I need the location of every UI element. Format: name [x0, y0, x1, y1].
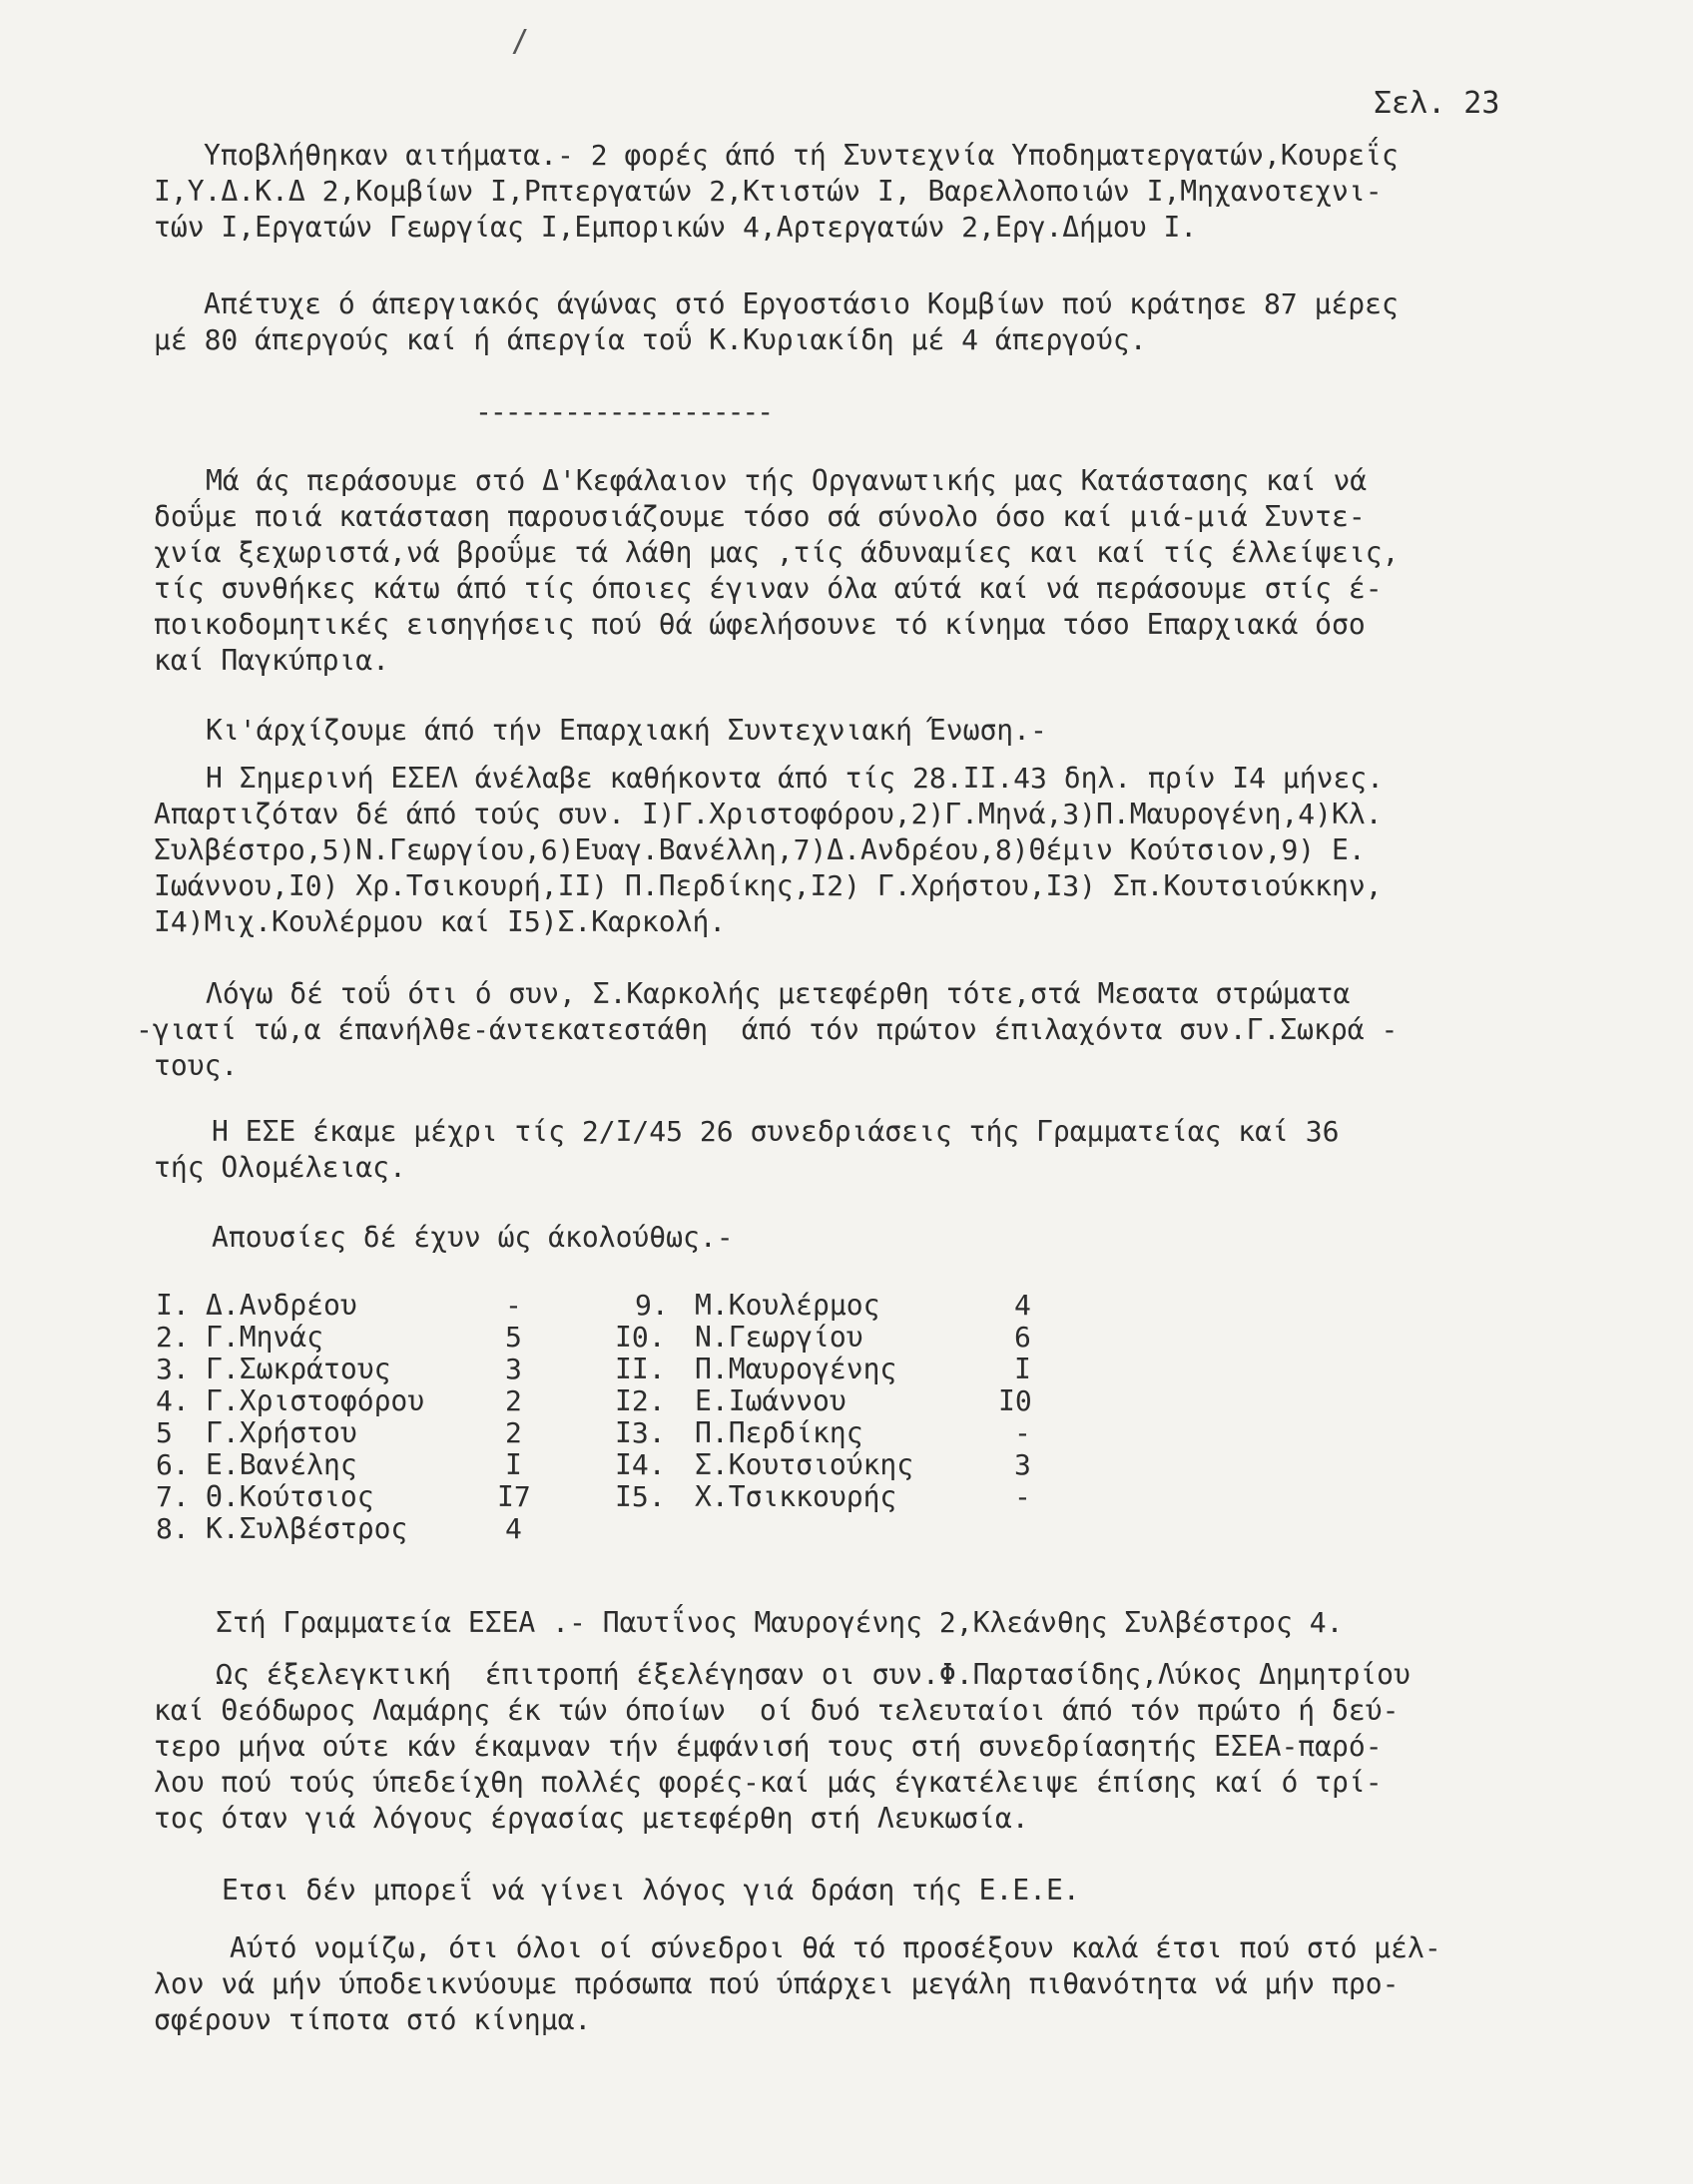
text-line: Απαρτιζόταν δέ άπό τούς συν. Ι)Γ.Χριστοφόρου,2)Γ.Μηνά,3)Π.Μαυρογένη,4)Κλ.: [154, 798, 1383, 830]
text-line: χνία ξεχωριστά,νά βροΰμε τά λάθη μας ,τίς άδυναμίες και καί τίς έλλείψεις,: [154, 536, 1400, 569]
page-number: Σελ. 23: [1374, 86, 1500, 121]
text-line: Η ΕΣΕ έκαμε μέχρι τίς 2/Ι/45 26 συνεδριάσεις τής Γραμματείας καί 36: [212, 1115, 1340, 1148]
text-line: Απέτυχε ό άπεργιακός άγώνας στό Εργοστάσιο Κομβίων πού κράτησε 87 μέρες: [204, 287, 1399, 320]
text-line: μέ 80 άπεργούς καί ή άπεργία τοΰ Κ.Κυριακίδη μέ 4 άπεργούς.: [154, 323, 1147, 356]
text-line: τους.: [154, 1049, 239, 1082]
document-page: / Σελ. 23 Υποβλήθηκαν αιτήματα.- 2 φορές άπό τή Συντεχνία Υποδηματεργατών,Κουρεΐς Ι,Υ.Δ.Κ.Δ 2,Κομβίων Ι,Ρπτεργατών 2,Κτιστών Ι, Βαρελλοποιών Ι,Μηχανοτεχνι- τών Ι,Εργατών Γεωργίας Ι,Εμπορικών 4,Αρτεργατών 2,Εργ.Δήμου Ι. Απέτυχε ό άπεργιακός άγώνας στό Εργοστάσιο Κομβίων πού κράτησε 87 μέρες μέ 80 άπεργούς καί ή άπεργία τοΰ Κ.Κυριακίδη μέ 4 άπεργούς. -------------------- Μά άς περάσουμε στό Δ'Κεφάλαιον τής Οργανωτικής μας Κατάστασης καί νά δοΰμε ποιά κατάσταση παρουσιάζουμε τόσο σά σύνολο όσο καί μιά-μιά Συντε- χνία ξεχωριστά,νά βροΰμε τά λάθη μας ,τίς άδυναμίες και καί τίς έλλείψεις, τίς συνθήκες κάτω άπό τίς όποιες έγιναν όλα αύτά καί νά περάσουμε στίς έ- ποικοδομητικές εισηγήσεις πού θά ώφελήσουνε τό κίνημα τόσο Επαρχιακά όσο καί Παγκύπρια. Κι'άρχίζουμε άπό τήν Επαρχιακή Συντεχνιακή Ένωση.- Η Σημερινή ΕΣΕΛ άνέλαβε καθήκοντα άπό τίς 28.ΙΙ.43 δηλ. πρίν Ι4 μήνες. Απαρτιζόταν δέ άπό τούς συν. Ι)Γ.Χριστοφόρου,2)Γ.Μηνά,3)Π.Μαυρογένη,4)Κλ. Συλβέστρο,5)Ν.Γεωργίου,6)Ευαγ.Βανέλλη,7)Δ.Ανδρέου,8)Θέμιν Κούτσιον,9) Ε. Ιωάννου,Ι0) Χρ.Τσικουρή,ΙΙ) Π.Περδίκης,Ι2) Γ.Χρήστου,Ι3) Σπ.Κουτσιούκκην, Ι4)Μιχ.Κουλέρμου καί Ι5)Σ.Καρκολή. Λόγω δέ τοΰ ότι ό συν, Σ.Καρκολής μετεφέρθη τότε,στά Μεσατα στρώματα -γιατί τώ,α έπανήλθε-άντεκατεστάθη άπό τόν πρώτον έπιλαχόντα συν.Γ.Σωκρά - τους. Η ΕΣΕ έκαμε μέχρι τίς 2/Ι/45 26 συνεδριάσεις τής Γραμματείας καί 36 τής Ολομέλειας. Απουσίες δέ έχυν ώς άκολούθως.- Ι. Δ.Ανδρέου - 2. Γ.Μηνάς 5 3. Γ.Σωκράτους 3 4. Γ.Χριστοφόρου 2 5 Γ.Χρήστου 2 6. Ε.Βανέλης Ι 7. Θ.Κούτσιος Ι7 8. Κ.Συλβέστρος 4 9. Μ.Κουλέρμος 4 Ι0. Ν.Γεωργίου 6 ΙΙ. Π.Μαυρογένης Ι Ι2. Ε.Ιωάννου Ι0 Ι3. Π.Περδίκης - Ι4. Σ.Κουτσιούκης 3 Ι5. Χ.Τσικκουρής - Στή Γραμματεία ΕΣΕΑ .- Παυτΐνος Μαυρογένης 2,Κλεάνθης Συλβέστρος 4. Ως έξελεγκτική έπιτροπή έξελέγησαν οι συν.Φ.Παρτασίδης,Λύκος Δημητρίου καί Θεόδωρος Λαμάρης έκ τών όποίων οί δυό τελευταίοι άπό τόν πρώτο ή δεύ- τερο μήνα ούτε κάν έκαμναν τήν έμφάνισή τους στή συνεδρίασητής ΕΣΕΑ-παρό- λου πού τούς ύπεδείχθη πολλές φορές-καί μάς έγκατέλειψε έπίσης καί ό τρί- τος όταν γιά λόγους έργασίας μετεφέρθη στή Λευκωσία. Ετσι δέν μπορεΐ νά γίνει λόγος γιά δράση τής Ε.Ε.Ε. Αύτό νομίζω, ότι όλοι οί σύνεδροι θά τό προσέξουν καλά έτσι πού στό μέλ- λον νά μήν ύποδεικνύουμε πρόσωπα πού ύπάρχει μεγάλη πιθανότητα νά μήν προ- σφέρουν τίποτα στό κίνημα.: [136, 24, 1500, 2036]
text-line: ποικοδομητικές εισηγήσεις πού θά ώφελήσουνε τό κίνημα τόσο Επαρχιακά όσο: [154, 608, 1366, 641]
text-line: Ιωάννου,Ι0) Χρ.Τσικουρή,ΙΙ) Π.Περδίκης,Ι2) Γ.Χρήστου,Ι3) Σπ.Κουτσιούκκην,: [154, 869, 1383, 902]
text-line: τος όταν γιά λόγους έργασίας μετεφέρθη στή Λευκωσία.: [154, 1802, 1029, 1835]
text-line: Ως έξελεγκτική έπιτροπή έξελέγησαν οι συν.Φ.Παρτασίδης,Λύκος Δημητρίου: [216, 1658, 1411, 1691]
text-line: καί Παγκύπρια.: [154, 644, 390, 677]
text-line: καί Θεόδωρος Λαμάρης έκ τών όποίων οί δυό τελευταίοι άπό τόν πρώτο ή δεύ-: [154, 1694, 1400, 1727]
text-line: Ετσι δέν μπορεΐ νά γίνει λόγος γιά δράση τής Ε.Ε.Ε.: [222, 1874, 1080, 1907]
text-line: σφέρουν τίποτα στό κίνημα.: [154, 2003, 592, 2036]
text-line: Λόγω δέ τοΰ ότι ό συν, Σ.Καρκολής μετεφέρθη τότε,στά Μεσατα στρώματα: [206, 977, 1351, 1010]
text-line: τερο μήνα ούτε κάν έκαμναν τήν έμφάνισή τους στή συνεδρίασητής ΕΣΕΑ-παρό-: [154, 1730, 1383, 1763]
text-line: Υποβλήθηκαν αιτήματα.- 2 φορές άπό τή Συντεχνία Υποδηματεργατών,Κουρεΐς: [204, 139, 1399, 172]
text-line: Συλβέστρο,5)Ν.Γεωργίου,6)Ευαγ.Βανέλλη,7)Δ.Ανδρέου,8)Θέμιν Κούτσιον,9) Ε.: [154, 833, 1366, 866]
top-mark: /: [511, 24, 530, 59]
separator: --------------------: [475, 395, 773, 428]
text-line: Αύτό νομίζω, ότι όλοι οί σύνεδροι θά τό προσέξουν καλά έτσι πού στό μέλ-: [230, 1931, 1441, 1964]
text-line: Απουσίες δέ έχυν ώς άκολούθως.-: [212, 1221, 734, 1254]
text-line: -γιατί τώ,α έπανήλθε-άντεκατεστάθη άπό τόν πρώτον έπιλαχόντα συν.Γ.Σωκρά -: [136, 1013, 1399, 1046]
text-line: Κι'άρχίζουμε άπό τήν Επαρχιακή Συντεχνιακή Ένωση.-: [206, 714, 1047, 747]
text-line: Ι,Υ.Δ.Κ.Δ 2,Κομβίων Ι,Ρπτεργατών 2,Κτιστών Ι, Βαρελλοποιών Ι,Μηχανοτεχνι-: [154, 175, 1383, 208]
text-line: λον νά μήν ύποδεικνύουμε πρόσωπα πού ύπάρχει μεγάλη πιθανότητα νά μήν προ-: [154, 1967, 1400, 2000]
text-line: Η Σημερινή ΕΣΕΛ άνέλαβε καθήκοντα άπό τίς 28.ΙΙ.43 δηλ. πρίν Ι4 μήνες.: [206, 762, 1385, 795]
text-line: τής Ολομέλειας.: [154, 1151, 406, 1184]
text-line: τίς συνθήκες κάτω άπό τίς όποιες έγιναν όλα αύτά καί νά περάσουμε στίς έ-: [154, 572, 1383, 605]
text-line: Μά άς περάσουμε στό Δ'Κεφάλαιον τής Οργανωτικής μας Κατάστασης καί νά: [206, 464, 1368, 497]
text-line: τών Ι,Εργατών Γεωργίας Ι,Εμπορικών 4,Αρτεργατών 2,Εργ.Δήμου Ι.: [154, 211, 1198, 244]
text-line: λου πού τούς ύπεδείχθη πολλές φορές-καί μάς έγκατέλειψε έπίσης καί ό τρί-: [154, 1766, 1383, 1799]
text-line: Ι4)Μιχ.Κουλέρμου καί Ι5)Σ.Καρκολή.: [154, 905, 727, 938]
text-line: Στή Γραμματεία ΕΣΕΑ .- Παυτΐνος Μαυρογένης 2,Κλεάνθης Συλβέστρος 4.: [216, 1606, 1344, 1639]
text-line: δοΰμε ποιά κατάσταση παρουσιάζουμε τόσο σά σύνολο όσο καί μιά-μιά Συντε-: [154, 500, 1366, 533]
